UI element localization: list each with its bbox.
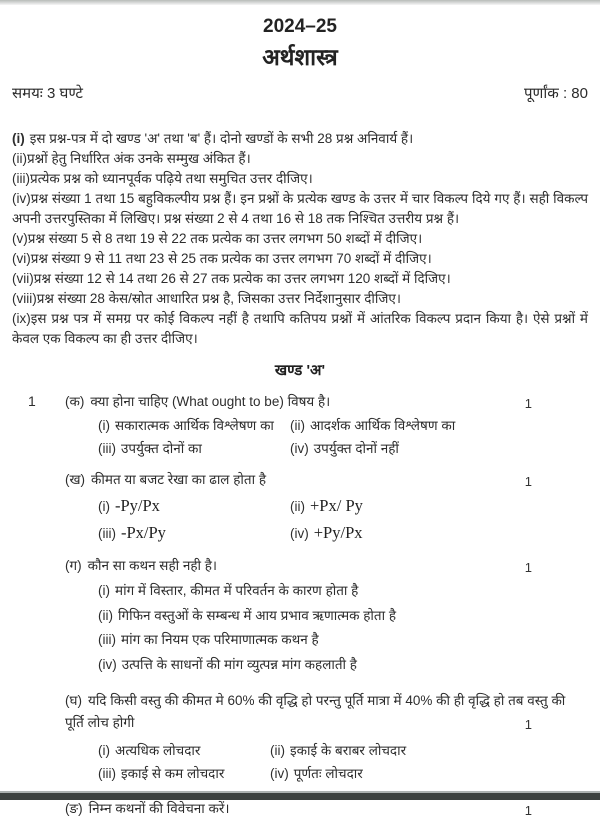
option-item (98, 653, 590, 677)
option-item (290, 438, 590, 460)
part-question: यदि किसी वस्तु की कीमत मे 60% की वृद्धि हो परन्तु पूर्ति मात्रा में 40% की ही वृद्धि हो तब वस्तु की पूर्ति लोच होगी (65, 693, 566, 730)
session-year: 2024–25 (263, 16, 337, 37)
general-instructions (10, 129, 590, 349)
marks-badge: 1 (524, 474, 532, 489)
instruction-text: इस प्रश्न-पत्र में दो खण्ड 'अ' तथा 'ब' हैं। दोनो खण्डों के सभी 28 प्रश्न अनिवार्य हैं। (29, 131, 414, 146)
instruction-label: (vi) (12, 251, 31, 266)
option-formula: +Py/Px (313, 523, 363, 542)
option-label: (iii) (98, 526, 116, 541)
part-nga-head (65, 798, 590, 820)
option-text: सकारात्मक आर्थिक विश्लेषण का (115, 418, 274, 433)
instruction-item-2 (12, 149, 588, 169)
question-1 (10, 391, 590, 820)
option-label: (i) (98, 583, 110, 598)
option-text: मांग का नियम एक परिमाणात्मक कथन है (121, 632, 319, 647)
option-label: (ii) (98, 607, 113, 623)
option-text: इकाई से कम लोचदार (121, 766, 225, 781)
instruction-label: (vii) (12, 271, 34, 286)
section-title: खण्ड 'अ' (274, 362, 326, 379)
part-ka (65, 391, 590, 460)
option-item (98, 438, 290, 460)
time-allowed: समयः 3 घण्टे (12, 85, 83, 102)
option-label: (ii) (290, 499, 305, 514)
option-item (98, 493, 290, 519)
part-question: कौन सा कथन सही नही है। (87, 558, 218, 573)
instruction-text: प्रश्नों हेतु निर्धारित अंक उनके सम्मुख अंकित हैं। (27, 151, 251, 166)
part-gha (65, 690, 590, 785)
option-item (270, 740, 590, 762)
option-item (98, 628, 590, 652)
part-gha-head (65, 690, 590, 734)
part-question: निम्न कथनों की विवेचना करें। (88, 801, 230, 816)
part-question: क्या होना चाहिए (What ought to be) विषय है। (90, 394, 331, 409)
instruction-label: (ix) (12, 311, 31, 326)
part-kha-options (98, 493, 590, 546)
part-label: (ख) (65, 472, 86, 487)
instruction-item-3 (12, 169, 588, 189)
part-gha-options (98, 740, 590, 785)
part-label: (घ) (65, 693, 82, 708)
instruction-label: (ii) (12, 151, 27, 166)
instruction-item-8 (12, 289, 588, 309)
option-label: (iv) (270, 766, 289, 781)
part-text (65, 801, 230, 816)
part-label: (ङ) (65, 801, 83, 816)
option-text: गिफिन वस्तुओं के सम्बन्ध में आय प्रभाव ऋणात्मक होता है (118, 607, 397, 623)
part-nga (65, 798, 590, 820)
instruction-text: प्रत्येक प्रश्न को ध्यानपूर्वक पढ़िये तथा समुचित उत्तर दीजिए। (30, 171, 313, 186)
marks-badge: 1 (524, 396, 532, 411)
bottom-bar (0, 791, 600, 800)
option-label: (i) (98, 418, 110, 433)
part-ka-options (98, 415, 590, 460)
part-kha (65, 469, 590, 546)
option-text: अत्यधिक लोचदार (115, 743, 201, 758)
part-kha-head (65, 469, 590, 491)
part-text (65, 558, 217, 573)
option-label: (iii) (98, 766, 116, 781)
part-text (65, 472, 266, 487)
instruction-item-9 (12, 309, 588, 349)
instruction-text: प्रश्न संख्या 28 केस/स्रोत आधारित प्रश्न है, जिसका उत्तर निर्देशानुसार दीजिए। (36, 291, 401, 306)
option-label: (iii) (98, 441, 116, 456)
marks-badge: 1 (524, 717, 532, 732)
option-item (98, 604, 590, 628)
instruction-text: प्रश्न संख्या 12 से 14 तथा 26 से 27 तक प्रत्येक का उत्तर लगभग 120 शब्दों में दिजिए। (33, 271, 451, 286)
part-text (65, 693, 565, 730)
option-item (98, 415, 290, 437)
part-label: (क) (65, 394, 85, 409)
part-question: कीमत या बजट रेखा का ढाल होता है (91, 472, 266, 487)
part-label: (ग) (65, 558, 82, 573)
option-text: आदर्शक आर्थिक विश्लेषण का (310, 418, 456, 433)
part-text (65, 394, 330, 409)
part-ka-head (65, 391, 590, 413)
subject-title: अर्थशास्त्र (262, 44, 338, 70)
instruction-text: इस प्रश्न पत्र में समग्र पर कोई विकल्प नहीं है तथापि कतिपय प्रश्नों में आंतरिक विकल्प प्रदान किया है। ऐसे प्रश्नों में केवल एक विकल्प का ही उत्तर दीजिए। (12, 311, 588, 346)
marks-badge: 1 (524, 560, 532, 575)
option-formula: -Px/Py (121, 523, 166, 542)
instruction-label: (i) (12, 131, 25, 146)
option-label: (ii) (270, 743, 285, 758)
option-label: (i) (98, 743, 110, 758)
instruction-text: प्रश्न संख्या 1 तथा 15 बहुविकल्पीय प्रश्न हैं। इन प्रश्नों के प्रत्येक खण्ड के उत्तर में चार विकल्प दिये गए हैं। सही विकल्प अपनी उत्तरपुस्तिका में लिखिए। प्रश्न संख्या 2 से 4 तथा 16 से 18 तक निश्चित उत्तरीय प्रश्न हैं। (12, 191, 588, 226)
option-formula: -Py/Px (115, 496, 160, 515)
option-text: पूर्णतः लोचदार (293, 766, 363, 781)
option-formula: +Px/ Py (310, 496, 363, 515)
instruction-label: (v) (12, 231, 28, 246)
instruction-item-4 (12, 189, 588, 229)
instruction-label: (iv) (12, 191, 31, 206)
meta-row (10, 83, 590, 103)
option-item (98, 763, 270, 785)
question-number: 1 (28, 393, 36, 409)
instruction-label: (viii) (12, 291, 37, 306)
option-item (290, 415, 590, 437)
part-ga-head (65, 555, 590, 577)
instruction-label: (iii) (12, 171, 30, 186)
part-ga-options (98, 579, 590, 676)
option-label: (ii) (290, 418, 305, 433)
option-item (290, 520, 590, 546)
option-item (98, 579, 590, 603)
option-text: उपर्युक्त दोनों का (121, 441, 202, 456)
max-marks: पूर्णांक : 80 (524, 85, 588, 102)
instruction-item-1 (12, 129, 588, 149)
instruction-item-7 (12, 269, 588, 289)
instruction-text: प्रश्न संख्या 5 से 8 तथा 19 से 22 तक प्रत्येक का उत्तर लगभग 50 शब्दों में दीजिए। (27, 231, 423, 246)
option-label: (iv) (98, 656, 117, 672)
part-ga (65, 555, 590, 676)
question-body (65, 391, 590, 820)
option-item (98, 520, 290, 546)
paper-header (10, 14, 590, 73)
option-label: (i) (98, 499, 110, 514)
option-item (270, 763, 590, 785)
option-label: (iv) (290, 441, 309, 456)
option-item (98, 740, 270, 762)
instruction-text: प्रश्न संख्या 9 से 11 तथा 23 से 25 तक प्रत्येक का उत्तर लगभग 70 शब्दों में दीजिए। (30, 251, 432, 266)
marks-badge: 1 (524, 803, 532, 818)
option-text: मांग में विस्तार, कीमत में परिवर्तन के कारण होता है (115, 583, 359, 598)
option-label: (iii) (98, 632, 116, 647)
option-text: उपर्युक्त दोनों नहीं (313, 441, 399, 456)
option-text: इकाई के बराबर लोचदार (290, 743, 407, 758)
instruction-item-6 (12, 249, 588, 269)
instruction-item-5 (12, 229, 588, 249)
option-label: (iv) (290, 526, 309, 541)
option-item (290, 493, 590, 519)
option-text: उत्पत्ति के साधनों की मांग व्युत्पन्न मांग कहलाती है (121, 656, 357, 672)
